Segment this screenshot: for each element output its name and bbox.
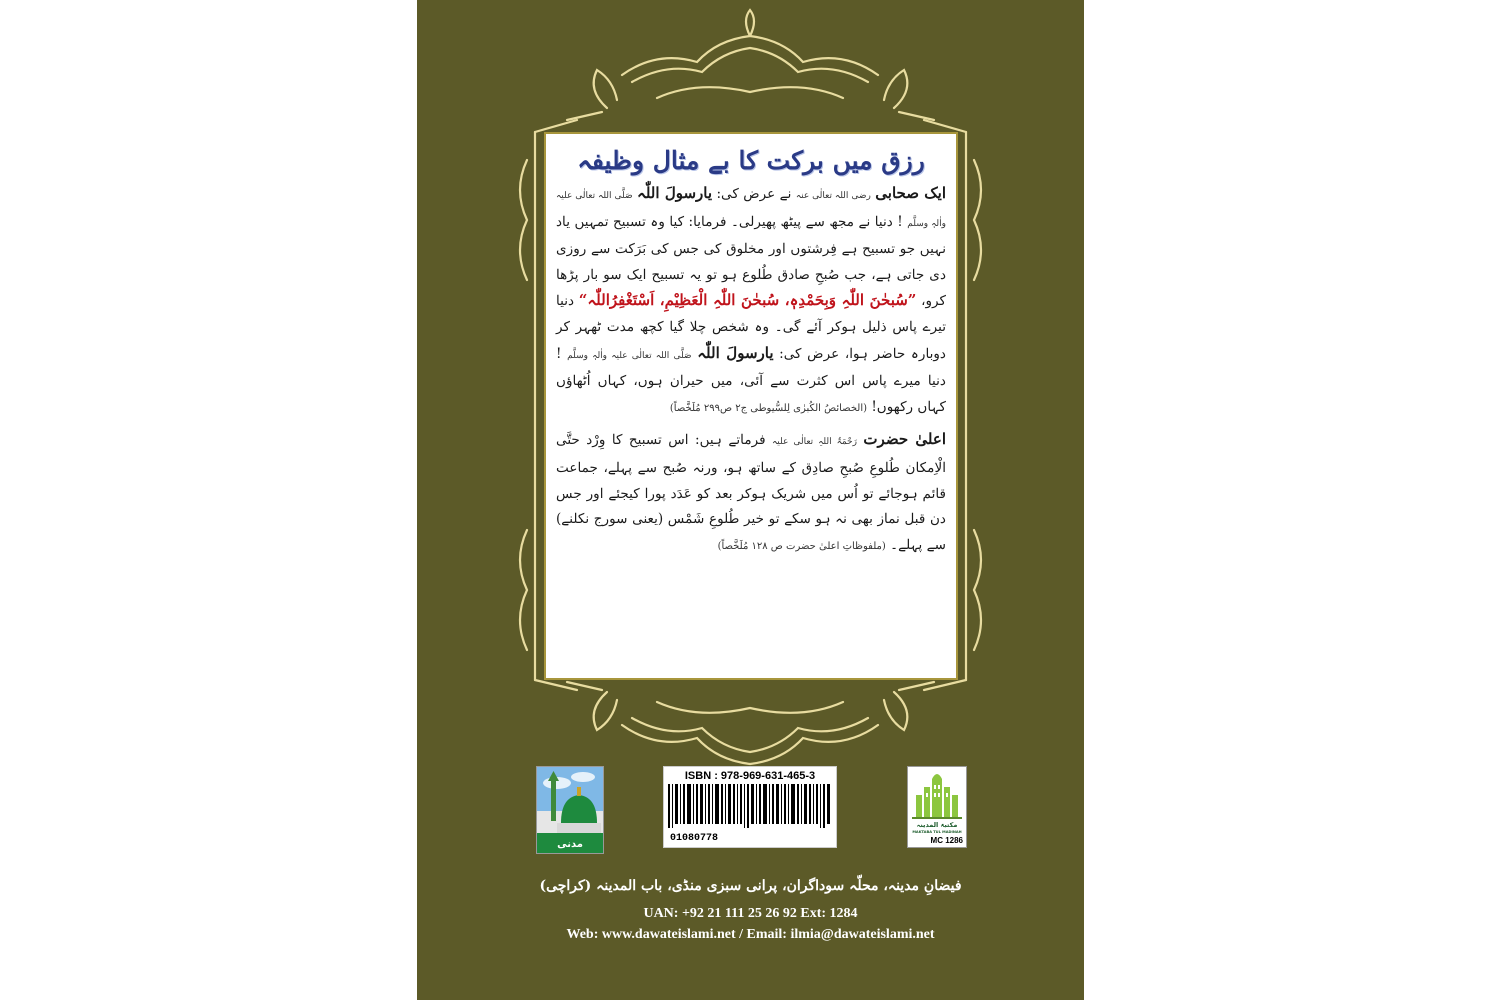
uan-phone: UAN: +92 21 111 25 26 92 Ext: 1284 (643, 906, 858, 921)
isbn-barcode (663, 766, 837, 848)
text-span: ! دنیا نے مجھ سے پیٹھ پھیرلی۔ فرمایا: کیا وہ تسبیح تمہیں یاد نہیں جو تسبیح ہے فِرشتوں اور مخلوق کی جس کی بَرَکت سے روزی دی جاتی ہے، جب صُبحِ صادق طُلوع ہو تو یہ تسبیح ایک سو بار پڑھا کرو، (556, 213, 947, 310)
content-panel (544, 132, 958, 680)
text-span: یارسولَ اللّٰہ (637, 184, 713, 202)
barcode-number: 01080778 (670, 833, 719, 844)
logo-right-label: مکتبۃ المدینہ (916, 821, 958, 829)
honorific: صَلَّی اللہ تعالٰی علیہ واٰلہٖ وسلَّم (567, 350, 692, 361)
text-span: فرماتے ہیں: اس تسبیح کا وِرْد حتَّی الْاِمکان طُلوعِ صُبحِ صادِق کے ساتھ ہو، ورنہ صُبح سے پہلے، جماعت قائم ہوجائے تو اُس میں شریک ہوکر بعد کو عَدَد پورا کیجئے اور جس دن قبل نماز بھی نہ ہو سکے تو خیر طُلوعِ شَمْس (یعنی سورج نکلنے) سے پہلے۔ (556, 432, 946, 553)
logo-right-sublabel: MAKTABA TUL MADINAH (912, 830, 962, 834)
text-span: نے عرض کی: (712, 186, 792, 202)
reference-citation: (الخصائصُ الکُبرٰی لِلسُّیوطی ج۲ ص۲۹۹ مُلَخَّصاً) (669, 402, 868, 414)
text-span: دنیا تیرے پاس ذلیل ہوکر آئے گی۔ وہ شخص چلا گیا کچھ مدت ٹھہر کر دوبارہ حاضر ہوا، عرض کی: (556, 293, 946, 362)
text-span: ایک صحابی (875, 184, 947, 202)
madani-channel-logo (536, 766, 604, 854)
text-span: ! دنیا میرے پاس اس کثرت سے آئی، میں حیران ہوں، کہاں اُٹھاؤں کہاں رکھوں! (556, 345, 946, 415)
paragraph-1 (556, 181, 946, 421)
maktaba-logo (907, 766, 967, 848)
mc-code-label: MC 1286 (930, 836, 963, 845)
logo-left-label: مدنی (557, 839, 583, 850)
web-email: Web: www.dawateislami.net / Email: ilmia@dawateislami.net (566, 927, 935, 942)
page-title: رزق میں برکت کا بے مثال وظیفہ (577, 146, 925, 175)
text-span: اعلیٰ حضرت (863, 430, 947, 449)
text-span: یارسولَ اللّٰہ (697, 343, 774, 362)
tasbeeh-text: ”سُبحٰنَ اللّٰہِ وَبِحَمْدِہٖ، سُبحٰنَ اللّٰہِ الْعَظِیْمِ، اَسْتَغْفِرُاللّٰہ“ (578, 291, 917, 310)
paragraph-2 (556, 427, 946, 559)
honorific: صَلَّی اللہ تعالٰی علیہ واٰلہٖ وسلَّم (556, 191, 946, 229)
isbn-label: ISBN : 978-969-631-465-3 (684, 770, 816, 782)
honorific: رَحْمَۃُ اللہِ تعالٰی علیہ (772, 437, 857, 448)
publisher-address: فیضانِ مدینہ، محلّہ سوداگران، پرانی سبزی منڈی، باب المدینہ (کراچی) (539, 878, 962, 894)
maktaba-building-icon (908, 767, 966, 835)
reference-citation: (ملفوظاتِ اعلیٰ حضرت ص ۱۲۸ مُلَخَّصاً) (717, 540, 886, 552)
book-back-cover (417, 0, 1084, 1000)
green-dome-icon (537, 767, 603, 853)
barcode-bars (664, 784, 836, 828)
honorific: رضی اللہ تعالٰی عنہ (795, 191, 871, 201)
